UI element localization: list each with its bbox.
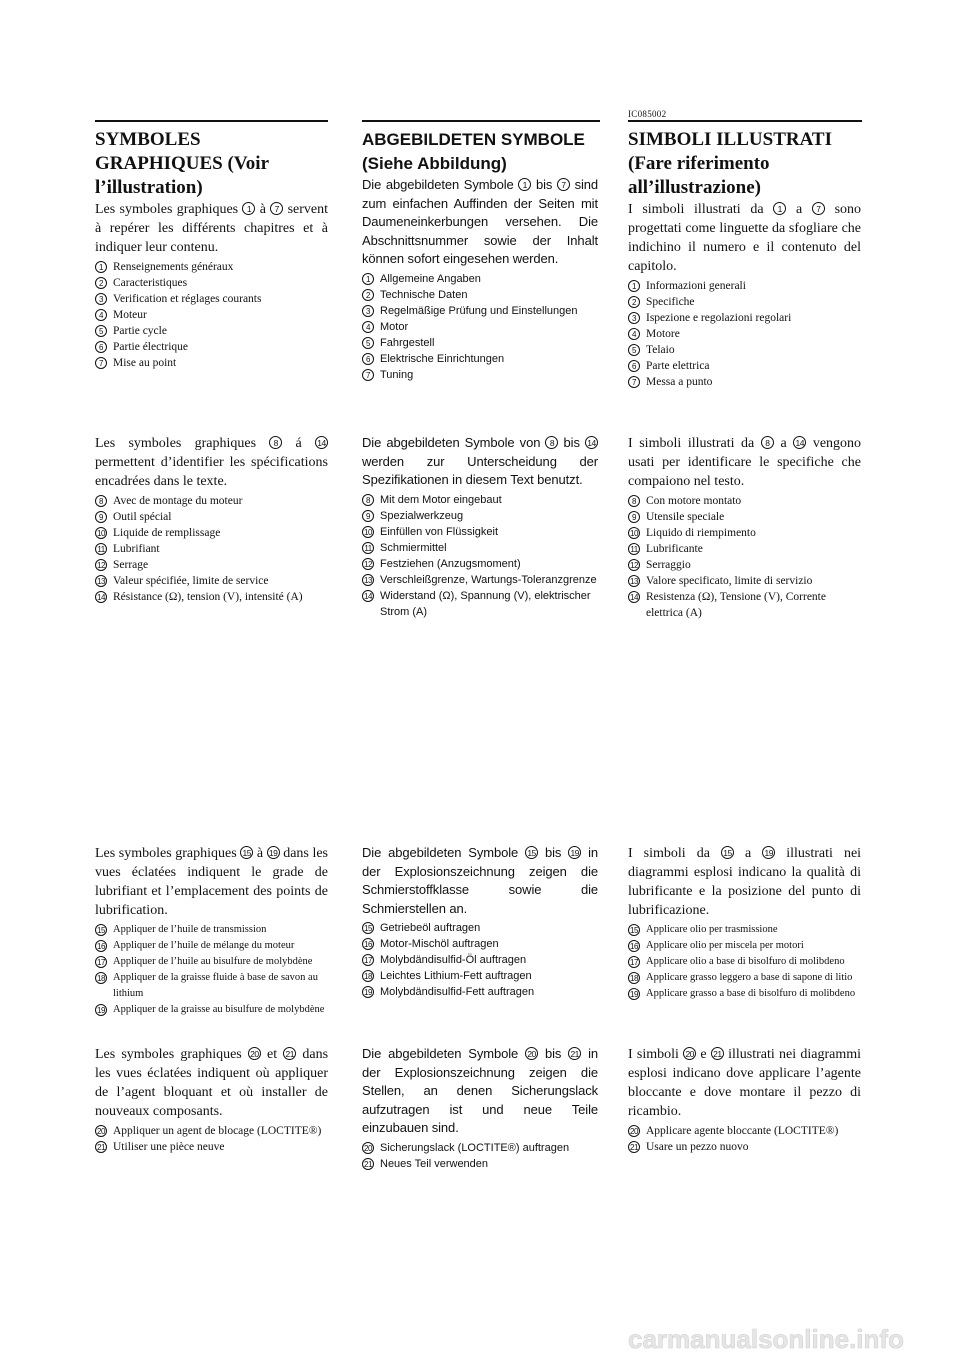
list-item [95,339,328,355]
paragraph-text: Les symboles graphiques [95,1047,242,1062]
fr-list-4 [95,1123,328,1155]
symbol-label: Appliquer de la graisse fluide à base de savon au lithium [113,972,318,999]
symbol-label: Getriebeöl auftragen [380,922,481,934]
symbol-number: 3 [95,293,107,305]
symbol-label: Mise au point [113,357,177,369]
reference-marker: 14 [793,436,806,449]
list-item [362,588,598,620]
symbol-label: Telaio [646,344,675,356]
paragraph-text: et [267,1047,278,1062]
list-item [628,954,861,970]
site-logo [628,1324,948,1354]
list-item [362,540,598,556]
list-item [95,541,328,557]
paragraph-text: bis [563,435,580,450]
it-intro-1 [628,200,861,276]
it-intro-4 [628,1045,861,1121]
symbol-number: 6 [362,353,374,365]
symbol-number: 12 [95,559,107,571]
list-item [362,367,598,383]
symbol-label: Appliquer de la graisse au bisulfure de molybdène [113,1004,325,1015]
paragraph-text: bis [544,845,562,860]
symbol-label: Lubrifiant [113,543,160,555]
symbol-number: 8 [628,495,640,507]
list-item [628,342,861,358]
paragraph-text: a [744,846,752,861]
symbol-label: Applicare olio per miscela per motori [646,940,804,951]
list-item [628,1139,861,1155]
symbol-number: 1 [362,273,374,285]
it-list-2 [628,493,861,621]
fr-section-4 [95,1045,328,1155]
symbol-label: Caracteristiques [113,277,188,289]
paragraph-text: à [259,202,266,217]
symbol-number: 10 [628,527,640,539]
paragraph-text: I simboli [628,1047,679,1062]
list-item [628,557,861,573]
paragraph-text: Die abgebildeten Symbole [362,177,514,192]
list-item [628,922,861,938]
paragraph-text: Les symboles graphiques [95,846,237,861]
symbol-number: 21 [628,1141,640,1153]
reference-marker: 20 [525,1047,538,1060]
symbol-label: Allgemeine Angaben [380,272,481,285]
symbol-label: Mit dem Motor eingebaut [380,493,502,506]
list-item [362,920,598,936]
list-item [628,278,861,294]
symbol-label: Messa a punto [646,376,713,388]
de-list-2 [362,492,598,620]
reference-marker: 7 [557,178,570,191]
symbol-label: Parte elettrica [646,360,710,372]
list-item [628,310,861,326]
reference-marker: 7 [270,202,283,215]
symbol-number: 8 [95,495,107,507]
it-list-3 [628,922,861,1002]
symbol-number: 12 [628,559,640,571]
fr-intro-4 [95,1045,328,1121]
reference-marker: 14 [585,436,598,449]
list-item [95,938,328,954]
paragraph-text: vengono usati per identificare le specifiche che compaiono nel testo. [628,436,862,489]
symbol-label: Liquide de remplissage [113,527,221,539]
list-item [362,952,598,968]
list-item [95,259,328,275]
paragraph-text: Les symboles graphiques [95,202,239,217]
fr-list-1 [95,259,328,371]
symbol-number: 21 [362,1158,374,1170]
paragraph-text: bis [544,1046,562,1061]
symbol-number: 13 [95,575,107,587]
symbol-number: 17 [628,956,640,968]
symbol-number: 2 [628,296,640,308]
symbol-label: Molybdändisulfid-Fett auftragen [380,986,535,998]
symbol-number: 18 [95,972,107,984]
list-item [95,275,328,291]
list-item [362,303,598,319]
symbol-label: Elektrische Einrichtungen [380,352,505,365]
it-section-3 [628,844,861,1002]
symbol-number: 4 [362,321,374,333]
symbol-number: 10 [362,526,374,538]
list-item [628,509,861,525]
list-item [628,1123,861,1139]
paragraph-text: Les symboles graphiques [95,436,257,451]
paragraph-text: Die abgebildeten Symbole [362,845,519,860]
symbol-number: 7 [628,376,640,388]
list-item [362,1156,598,1172]
symbol-label: Appliquer de l’huile au bisulfure de molybdène [113,956,313,967]
symbol-number: 20 [628,1125,640,1137]
list-item [362,287,598,303]
symbol-number: 11 [628,543,640,555]
reference-marker: 15 [721,846,734,859]
fr-intro-3 [95,844,328,920]
de-title: ABGEBILDETEN SYMBOLE (Siehe Abbildung) [362,130,585,173]
symbol-number: 16 [362,938,374,950]
symbol-label: Appliquer de l’huile de mélange du moteur [113,940,295,951]
symbol-label: Partie électrique [113,341,189,353]
de-section-2 [362,434,598,620]
paragraph-text: in der Explosionszeichnung zeigen die Schmierstoffklasse sowie die Schmierstellen an. [362,845,599,916]
de-intro-3 [362,844,598,918]
symbol-label: Regelmäßige Prüfung und Einstellungen [380,304,578,317]
fr-list-2 [95,493,328,605]
fr-list-3 [95,922,328,1018]
list-item [628,541,861,557]
symbol-number: 15 [362,922,374,934]
paragraph-text: à [256,846,264,861]
symbol-number: 5 [95,325,107,337]
list-item [95,589,328,605]
symbol-number: 19 [362,986,374,998]
symbol-number: 2 [362,289,374,301]
list-item [628,589,861,621]
document-code: IC085002 [628,109,667,119]
symbol-number: 4 [95,309,107,321]
symbol-number: 2 [95,277,107,289]
symbol-number: 20 [362,1142,374,1154]
header-rule-fr [95,120,328,122]
de-section-4 [362,1045,598,1172]
symbol-number: 9 [628,511,640,523]
paragraph-text: I simboli da [628,846,710,861]
paragraph-text: dans les vues éclatées indiquent où appliquer de l’agent bloquant et où installer de nouveaux composants. [95,1047,329,1119]
symbol-number: 21 [95,1141,107,1153]
symbol-label: Verification et réglages courants [113,293,262,305]
symbol-label: Motor-Mischöl auftragen [380,938,499,950]
symbol-label: Utiliser une pièce neuve [113,1141,225,1153]
symbol-number: 9 [95,511,107,523]
symbol-number: 3 [628,312,640,324]
it-intro-2 [628,434,861,491]
list-item [95,557,328,573]
list-item [95,922,328,938]
paragraph-text: Die abgebildeten Symbole von [362,435,541,450]
de-intro-2 [362,434,598,490]
list-item [628,970,861,986]
symbol-label: Fahrgestell [380,336,435,349]
symbol-label: Applicare olio a base di bisolfuro di molibdeno [646,956,845,967]
reference-marker: 8 [761,436,774,449]
symbol-number: 9 [362,510,374,522]
symbol-label: Utensile speciale [646,511,725,523]
symbol-label: Resistenza (Ω), Tensione (V), Corrente elettrica (A) [646,591,826,619]
symbol-label: Liquido di riempimento [646,527,756,539]
symbol-number: 16 [628,940,640,952]
list-item [362,572,598,588]
paragraph-text: Die abgebildeten Symbole [362,1046,519,1061]
list-item [362,351,598,367]
symbol-label: Appliquer un agent de blocage (LOCTITE®) [113,1125,322,1137]
reference-marker: 8 [269,436,282,449]
list-item [362,508,598,524]
symbol-number: 18 [362,970,374,982]
list-item [628,358,861,374]
paragraph-text: illustrati nei diagrammi esplosi indicano la qualità di lubrificante e la posizione del punto di lubrificazione. [628,846,862,918]
symbol-label: Serrage [113,559,149,571]
it-section-4 [628,1045,861,1155]
symbol-number: 8 [362,494,374,506]
paragraph-text: dans les vues éclatées indiquent le grade de lubrifiant et l’emplacement des points de lubrification. [95,846,329,918]
symbol-number: 20 [95,1125,107,1137]
symbol-label: Outil spécial [113,511,172,523]
symbol-number: 11 [362,542,374,554]
symbol-label: Applicare olio per trasmissione [646,924,778,935]
paragraph-text: a [780,436,787,451]
symbol-label: Tuning [380,368,414,381]
symbol-label: Sicherungslack (LOCTITE®) auftragen [380,1141,570,1154]
list-item [628,294,861,310]
reference-marker: 15 [525,846,538,859]
symbol-number: 17 [362,954,374,966]
list-item [628,986,861,1002]
list-item [362,335,598,351]
symbol-label: Avec de montage du moteur [113,495,243,507]
paragraph-text: werden zur Unterscheidung der Spezifikationen in diesem Text benutzt. [362,453,598,487]
it-section-1 [628,128,861,390]
de-list-4 [362,1140,598,1172]
de-section-3 [362,844,598,1000]
list-item [628,374,861,390]
header-rule-it [628,120,862,122]
symbol-label: Verschleißgrenze, Wartungs-Toleranzgrenze [380,573,597,586]
paragraph-text: sono progettati come linguette da sfogliare che indichino il numero e il contenuto del capitolo. [628,202,862,274]
reference-marker: 8 [545,436,558,449]
list-item [95,291,328,307]
symbol-label: Valeur spécifiée, limite de service [113,575,269,587]
symbol-number: 13 [362,574,374,586]
symbol-number: 1 [628,280,640,292]
list-item [95,1002,328,1018]
paragraph-text: I simboli illustrati da [628,436,755,451]
symbol-number: 1 [95,261,107,273]
list-item [95,1123,328,1139]
symbol-label: Serraggio [646,559,691,571]
list-item [362,524,598,540]
symbol-number: 13 [628,575,640,587]
it-intro-3 [628,844,861,920]
list-item [362,271,598,287]
fr-section-2 [95,434,328,605]
symbol-label: Con motore montato [646,495,742,507]
paragraph-text: bis [535,177,553,192]
de-list-1 [362,271,598,383]
symbol-number: 19 [628,988,640,1000]
de-intro-1 [362,176,598,269]
symbol-number: 11 [95,543,107,555]
list-item [628,326,861,342]
list-item [362,556,598,572]
de-intro-4 [362,1045,598,1138]
reference-marker: 20 [248,1047,261,1060]
reference-marker: 19 [267,846,280,859]
it-list-4 [628,1123,861,1155]
list-item [628,938,861,954]
reference-marker: 15 [240,846,253,859]
list-item [95,954,328,970]
reference-marker: 19 [568,846,581,859]
symbol-label: Neues Teil verwenden [380,1157,489,1170]
list-item [362,492,598,508]
list-item [95,323,328,339]
symbol-number: 15 [95,924,107,936]
symbol-number: 7 [362,369,374,381]
fr-intro-1 [95,200,328,257]
list-item [95,573,328,589]
symbol-number: 14 [628,591,640,603]
symbol-number: 14 [95,591,107,603]
symbol-number: 6 [95,341,107,353]
it-section-2 [628,434,861,621]
symbol-number: 19 [95,1004,107,1016]
symbol-label: Renseignements généraux [113,261,234,273]
header-rule-de [362,120,600,122]
symbol-label: Partie cycle [113,325,167,337]
paragraph-text: in der Explosionszeichnung zeigen die Stellen, an denen Sicherungslack aufzutragen ist und neue Teile einzubauen sind. [362,1046,599,1135]
reference-marker: 1 [242,202,255,215]
list-item [95,493,328,509]
list-item [95,307,328,323]
reference-marker: 21 [568,1047,581,1060]
paragraph-text: permettent d’identifier les spécifications encadrées dans le texte. [95,455,328,489]
paragraph-text: servent à repérer les différents chapitres et à indiquer leur contenu. [95,202,329,255]
symbol-label: Ispezione e regolazioni regolari [646,312,792,324]
reference-marker: 20 [683,1047,696,1060]
symbol-label: Einfüllen von Flüssigkeit [380,525,499,538]
it-list-1 [628,278,861,390]
symbol-label: Applicare grasso a base di bisolfuro di molibdeno [646,988,856,999]
symbol-number: 5 [628,344,640,356]
symbol-label: Specifiche [646,296,695,308]
de-section-1 [362,128,598,383]
symbol-label: Leichtes Lithium-Fett auftragen [380,970,532,982]
list-item [362,1140,598,1156]
symbol-label: Appliquer de l’huile de transmission [113,924,267,935]
symbol-label: Lubrificante [646,543,703,555]
fr-section-1 [95,128,328,371]
symbol-number: 4 [628,328,640,340]
reference-marker: 14 [315,436,328,449]
list-item [628,573,861,589]
symbol-label: Motor [380,320,409,333]
reference-marker: 19 [762,846,775,859]
symbol-label: Technische Daten [380,288,468,301]
paragraph-text: I simboli illustrati da [628,202,764,217]
fr-section-3 [95,844,328,1018]
reference-marker: 1 [773,202,786,215]
reference-marker: 21 [711,1047,724,1060]
list-item [95,970,328,1002]
symbol-label: Festziehen (Anzugsmoment) [380,557,521,570]
list-item [628,525,861,541]
list-item [95,525,328,541]
symbol-number: 7 [95,357,107,369]
fr-title: SYMBOLES GRAPHIQUES (Voir l’illustration) [95,129,269,198]
symbol-number: 6 [628,360,640,372]
list-item [362,936,598,952]
symbol-label: Motore [646,328,680,340]
symbol-number: 10 [95,527,107,539]
symbol-label: Résistance (Ω), tension (V), intensité (A) [113,591,303,603]
paragraph-text: a [795,202,803,217]
symbol-label: Usare un pezzo nuovo [646,1141,749,1153]
reference-marker: 7 [812,202,825,215]
list-item [362,319,598,335]
symbol-label: Molybdändisulfid-Öl auftragen [380,954,527,966]
symbol-number: 3 [362,305,374,317]
symbol-number: 16 [95,940,107,952]
list-item [628,493,861,509]
symbol-number: 12 [362,558,374,570]
reference-marker: 1 [518,178,531,191]
list-item [95,355,328,371]
symbol-label: Informazioni generali [646,280,746,292]
symbol-label: Schmiermittel [380,541,447,554]
symbol-label: Spezialwerkzeug [380,509,464,522]
list-item [95,1139,328,1155]
symbol-label: Valore specificato, limite di servizio [646,575,813,587]
reference-marker: 21 [283,1047,296,1060]
paragraph-text: e [700,1047,707,1062]
symbol-label: Widerstand (Ω), Spannung (V), elektrischer Strom (A) [380,589,591,618]
symbol-label: Applicare agente bloccante (LOCTITE®) [646,1125,839,1137]
list-item [362,968,598,984]
symbol-number: 14 [362,590,374,602]
paragraph-text: á [295,436,302,451]
symbol-number: 5 [362,337,374,349]
de-list-3 [362,920,598,1000]
symbol-label: Applicare grasso leggero a base di sapone di litio [646,972,853,983]
paragraph-text: illustrati nei diagrammi esplosi indicano dove applicare l’agente bloccante e dove montare il pezzo di ricambio. [628,1047,862,1119]
symbol-number: 15 [628,924,640,936]
symbol-number: 18 [628,972,640,984]
list-item [95,509,328,525]
list-item [362,984,598,1000]
site-logo-text: carmanualsonline.info [628,1324,904,1354]
it-title: SIMBOLI ILLUSTRATI (Fare riferimento all’illustrazione) [628,129,832,198]
symbol-label: Moteur [113,309,147,321]
fr-intro-2 [95,434,328,491]
paragraph-text: sind zum einfachen Auffinden der Seiten mit Daumeneinkerbungen versehen. Die Abschnittsnummer sowie der Inhalt können sofort eingesehen werden. [362,177,599,266]
symbol-number: 17 [95,956,107,968]
